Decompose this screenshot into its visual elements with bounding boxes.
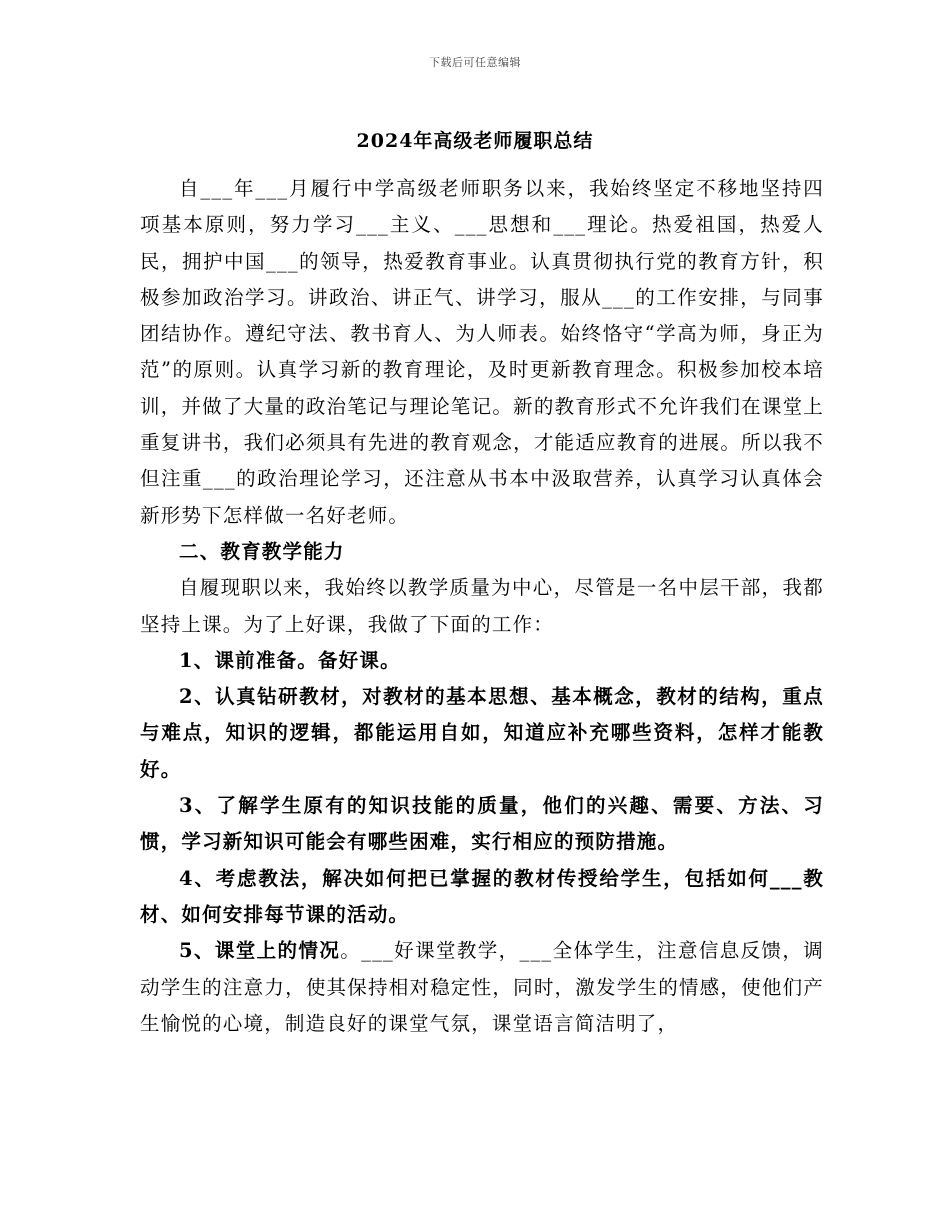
section-heading-teaching-ability: 二、教育教学能力 [179, 539, 345, 563]
paragraph-intro: 自___年___月履行中学高级老师职务以来，我始终坚定不移地坚持四项基本原则，努力学习___主义、___思想和___理论。热爱祖国，热爱人民，拥护中国___的领导，热爱教育事业。认真贯彻执行党的教育方针，积极参加政治学习。讲政治、讲正气、讲学习，服从___的工作安排，与同事团结协作。遵纪守法、教书育人、为人师表。始终恪守“学高为师，身正为范”的原则。认真学习新的教育理论，及时更新教育理念。积极参加校本培训，并做了大量的政治笔记与理论笔记。新的教育形式不允许我们在课堂上重复讲书，我们必须具有先进的教育观念，才能适应教育的进展。所以我不但注重___的政治理论学习，还注意从书本中汲取营养，认真学习认真体会新形势下怎样做一名好老师。 [140, 177, 824, 527]
document-body [140, 171, 824, 1042]
list-item-5 [140, 933, 824, 1042]
page-header-note: 下载后可任意编辑 [429, 56, 521, 69]
list-item-3: 3、了解学生原有的知识技能的质量，他们的兴趣、需要、方法、习惯，学习新知识可能会有哪些困难，实行相应的预防措施。 [140, 794, 824, 854]
list-item-5-lead: 5、课堂上的情况 [179, 939, 341, 963]
list-item-5-text: 。___好课堂教学，___全体学生，注意信息反馈，调动学生的注意力，使其保持相对稳定性，同时，激发学生的情感，使他们产生愉悦的心境，制造良好的课堂气氛，课堂语言简洁明了， [140, 939, 825, 1035]
document-title: 2024年高级老师履职总结 [356, 130, 594, 152]
list-item-4: 4、考虑教法，解决如何把已掌握的教材传授给学生，包括如何___教材、如何安排每节课的活动。 [140, 866, 824, 926]
list-item-2: 2、认真钻研教材，对教材的基本思想、基本概念，教材的结构，重点与难点，知识的逻辑，都能运用自如，知道应补充哪些资料，怎样才能教好。 [140, 685, 824, 781]
paragraph-teaching-overview: 自履现职以来，我始终以教学质量为中心，尽管是一名中层干部，我都坚持上课。为了上好课，我做了下面的工作： [140, 576, 824, 636]
list-item-1: 1、课前准备。备好课。 [179, 648, 401, 672]
